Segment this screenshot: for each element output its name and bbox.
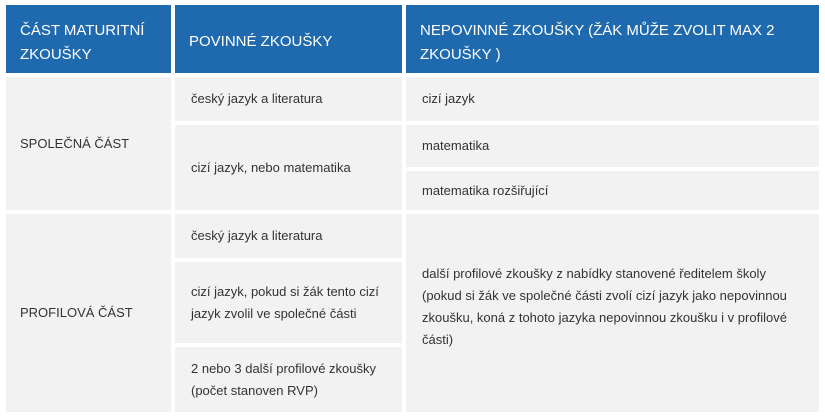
spolecna-mandatory-text: cizí jazyk, nebo matematika: [191, 159, 351, 175]
spolecna-optional-cell: [406, 125, 819, 167]
spolecna-optional-text: matematika: [422, 138, 490, 153]
spolecna-optional-text: matematika rozšiřující: [422, 182, 549, 198]
profilova-mandatory-cell: [175, 347, 402, 412]
spolecna-mandatory-cell: [175, 77, 402, 121]
header-part-label: ČÁST MATURITNÍ ZKOUŠKY: [20, 22, 145, 63]
profilova-optional-cell: [406, 214, 819, 412]
row-label-profilova-text: PROFILOVÁ ČÁST: [20, 305, 133, 320]
profilova-mandatory-text: cizí jazyk, pokud si žák tento cizí jazyk zvolil ve společné části: [191, 283, 379, 321]
header-optional: [406, 5, 819, 73]
spolecna-optional-text: cizí jazyk: [422, 91, 475, 106]
profilova-mandatory-cell: [175, 262, 402, 343]
spolecna-mandatory-cell: [175, 125, 402, 210]
row-label-profilova: [6, 214, 171, 412]
profilova-optional-text: další profilové zkoušky z nabídky stanovené ředitelem školy (pokud si žák ve společné části zvolí cizí jazyk jako nepovinnou zkoušku, koná z tohoto jazyka nepovinnou zkoušku i v profilové části): [422, 266, 787, 347]
header-part: [6, 5, 171, 73]
header-optional-label: NEPOVINNÉ ZKOUŠKY (ŽÁK MŮŽE ZVOLIT MAX 2 ZKOUŠKY ): [420, 22, 775, 63]
spolecna-optional-cell: [406, 171, 819, 210]
profilova-mandatory-cell: [175, 214, 402, 258]
header-mandatory: [175, 5, 402, 73]
profilova-mandatory-text: český jazyk a literatura: [191, 228, 323, 243]
row-label-spolecna: [6, 77, 171, 210]
profilova-mandatory-text: 2 nebo 3 další profilové zkoušky (počet stanoven RVP): [191, 360, 376, 398]
spolecna-mandatory-text: český jazyk a literatura: [191, 91, 323, 106]
row-label-spolecna-text: SPOLEČNÁ ČÁST: [20, 135, 130, 151]
spolecna-optional-cell: [406, 77, 819, 121]
header-mandatory-label: POVINNÉ ZKOUŠKY: [189, 33, 333, 50]
